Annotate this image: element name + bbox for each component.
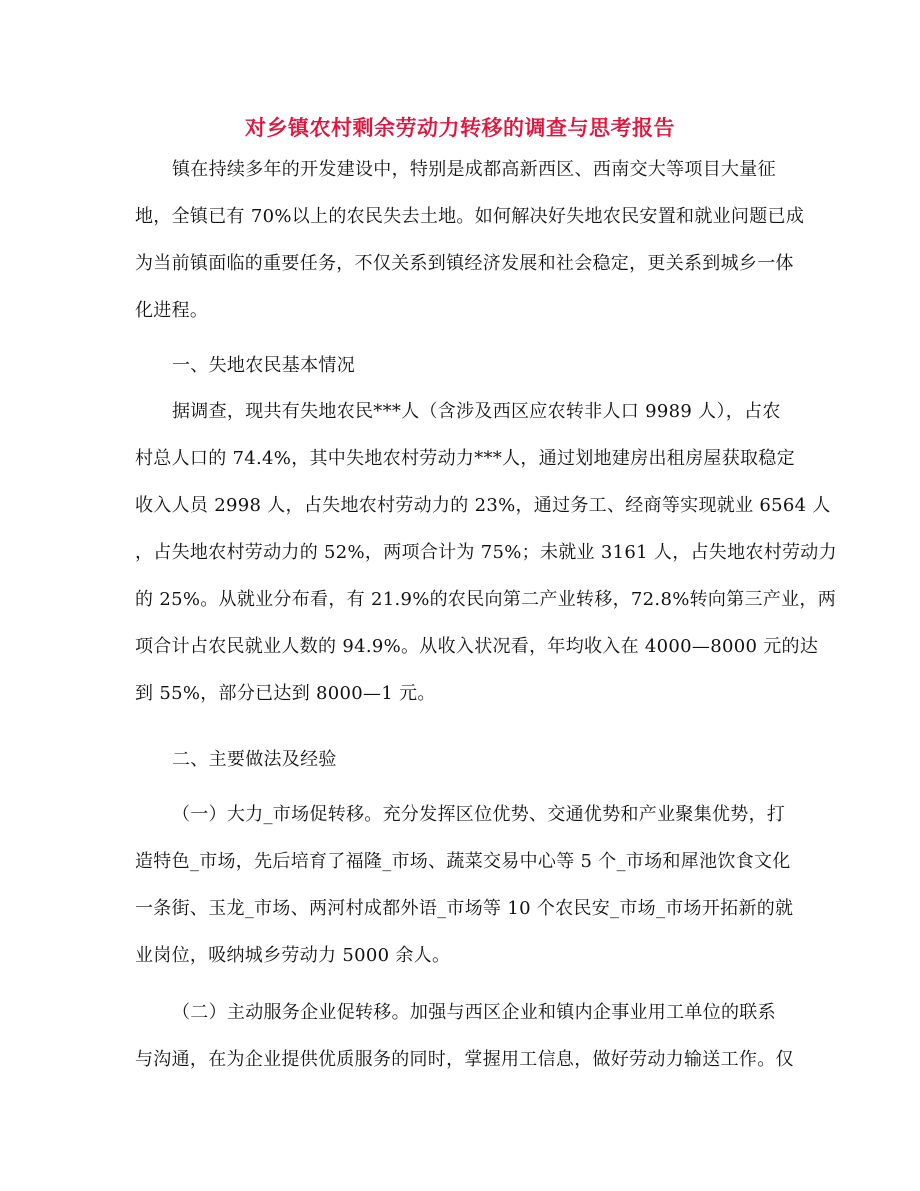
item2-line: （二）主动服务企业促转移。加强与西区企业和镇内企事业用工单位的联系 [172,1002,776,1023]
section1-line: 的 25%。从就业分布看，有 21.9%的农民向第二产业转移，72.8%转向第三产业，两 [135,589,837,610]
intro-line: 地，全镇已有 70%以上的农民失去土地。如何解决好失地农民安置和就业问题已成 [135,206,805,227]
item2-line: 与沟通，在为企业提供优质服务的同时，掌握用工信息，做好劳动力输送工作。仅 [135,1049,794,1070]
item1-line: （一）大力_市场促转移。充分发挥区位优势、交通优势和产业聚集优势，打 [172,804,786,825]
section1-line: 项合计占农民就业人数的 94.9%。从收入状况看，年均收入在 4000—8000 元的达 [135,636,819,657]
item1-line: 一条街、玉龙_市场、两河村成都外语_市场等 10 个农民安_市场_市场开拓新的就 [135,898,794,919]
section1-line: 村总人口的 74.4%，其中失地农村劳动力***人，通过划地建房出租房屋获取稳定 [135,448,795,469]
item1-line: 业岗位，吸纳城乡劳动力 5000 余人。 [135,945,451,966]
section1-line: 到 55%，部分已达到 8000—1 元。 [135,683,436,704]
item1-line: 造特色_市场，先后培育了福隆_市场、蔬菜交易中心等 5 个_市场和犀池饮食文化 [135,851,791,872]
document-title: 对乡镇农村剩余劳动力转移的调查与思考报告 [245,116,675,140]
section1-line: 据调查，现共有失地农民***人（含涉及西区应农转非人口 9989 人），占农 [172,401,781,422]
section1-line: 收入人员 2998 人，占失地农村劳动力的 23%，通过务工、经商等实现就业 6564 人 [135,495,831,516]
section2-heading: 二、主要做法及经验 [172,749,337,770]
intro-line: 为当前镇面临的重要任务，不仅关系到镇经济发展和社会稳定，更关系到城乡一体 [135,253,794,274]
section1-line: ，占失地农村劳动力的 52%，两项合计为 75%；未就业 3161 人，占失地农村劳动力 [135,542,837,563]
section1-heading: 一、失地农民基本情况 [172,355,355,376]
intro-line: 化进程。 [135,300,209,321]
intro-line: 镇在持续多年的开发建设中，特别是成都高新西区、西南交大等项目大量征 [172,159,776,180]
